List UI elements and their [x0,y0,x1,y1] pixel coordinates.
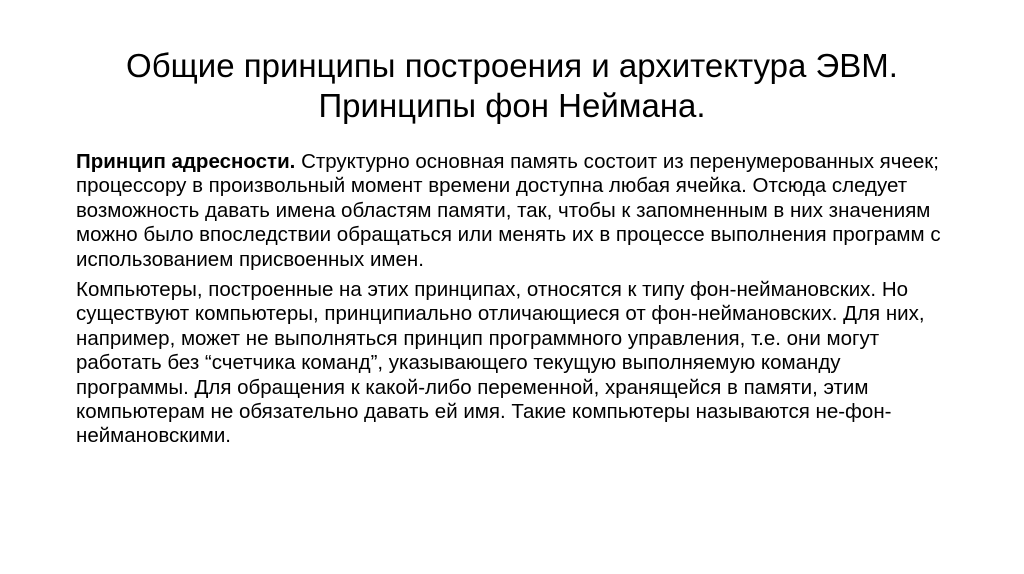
slide-title [60,46,964,126]
paragraph-addressing-principle [76,150,956,272]
slide-title-line-1: Общие принципы построения и архитектура ЭВМ. [126,47,898,84]
slide-title-line-2: Принципы фон Неймана. [318,87,706,124]
slide-body [76,150,956,455]
paragraph-non-von-neumann: Компьютеры, построенные на этих принципах, относятся к типу фон-неймановских. Но существуют компьютеры, принципиально отличающиеся от фон-неймановских. Для них, например, может не выполняться принцип программного управления, т.е. они могут работать без “счетчика команд”, указывающего текущую выполняемую команду программы. Для обращения к какой-либо переменной, хранящейся в памяти, этим компьютерам не обязательно давать ей имя. Такие компьютеры называются не-фон-неймановскими. [76,278,925,448]
paragraph-text: Структурно основная память состоит из перенумерованных ячеек; процессору в произвольный момент времени доступна любая ячейка. Отсюда следует возможность давать имена областям памяти, так, чтобы к запомненным в них значениям можно было впоследствии обращаться или менять их в процессе выполнения программ с использованием присвоенных имен. [76,150,941,271]
paragraph-lead-bold: Принцип адресности. [76,150,296,173]
